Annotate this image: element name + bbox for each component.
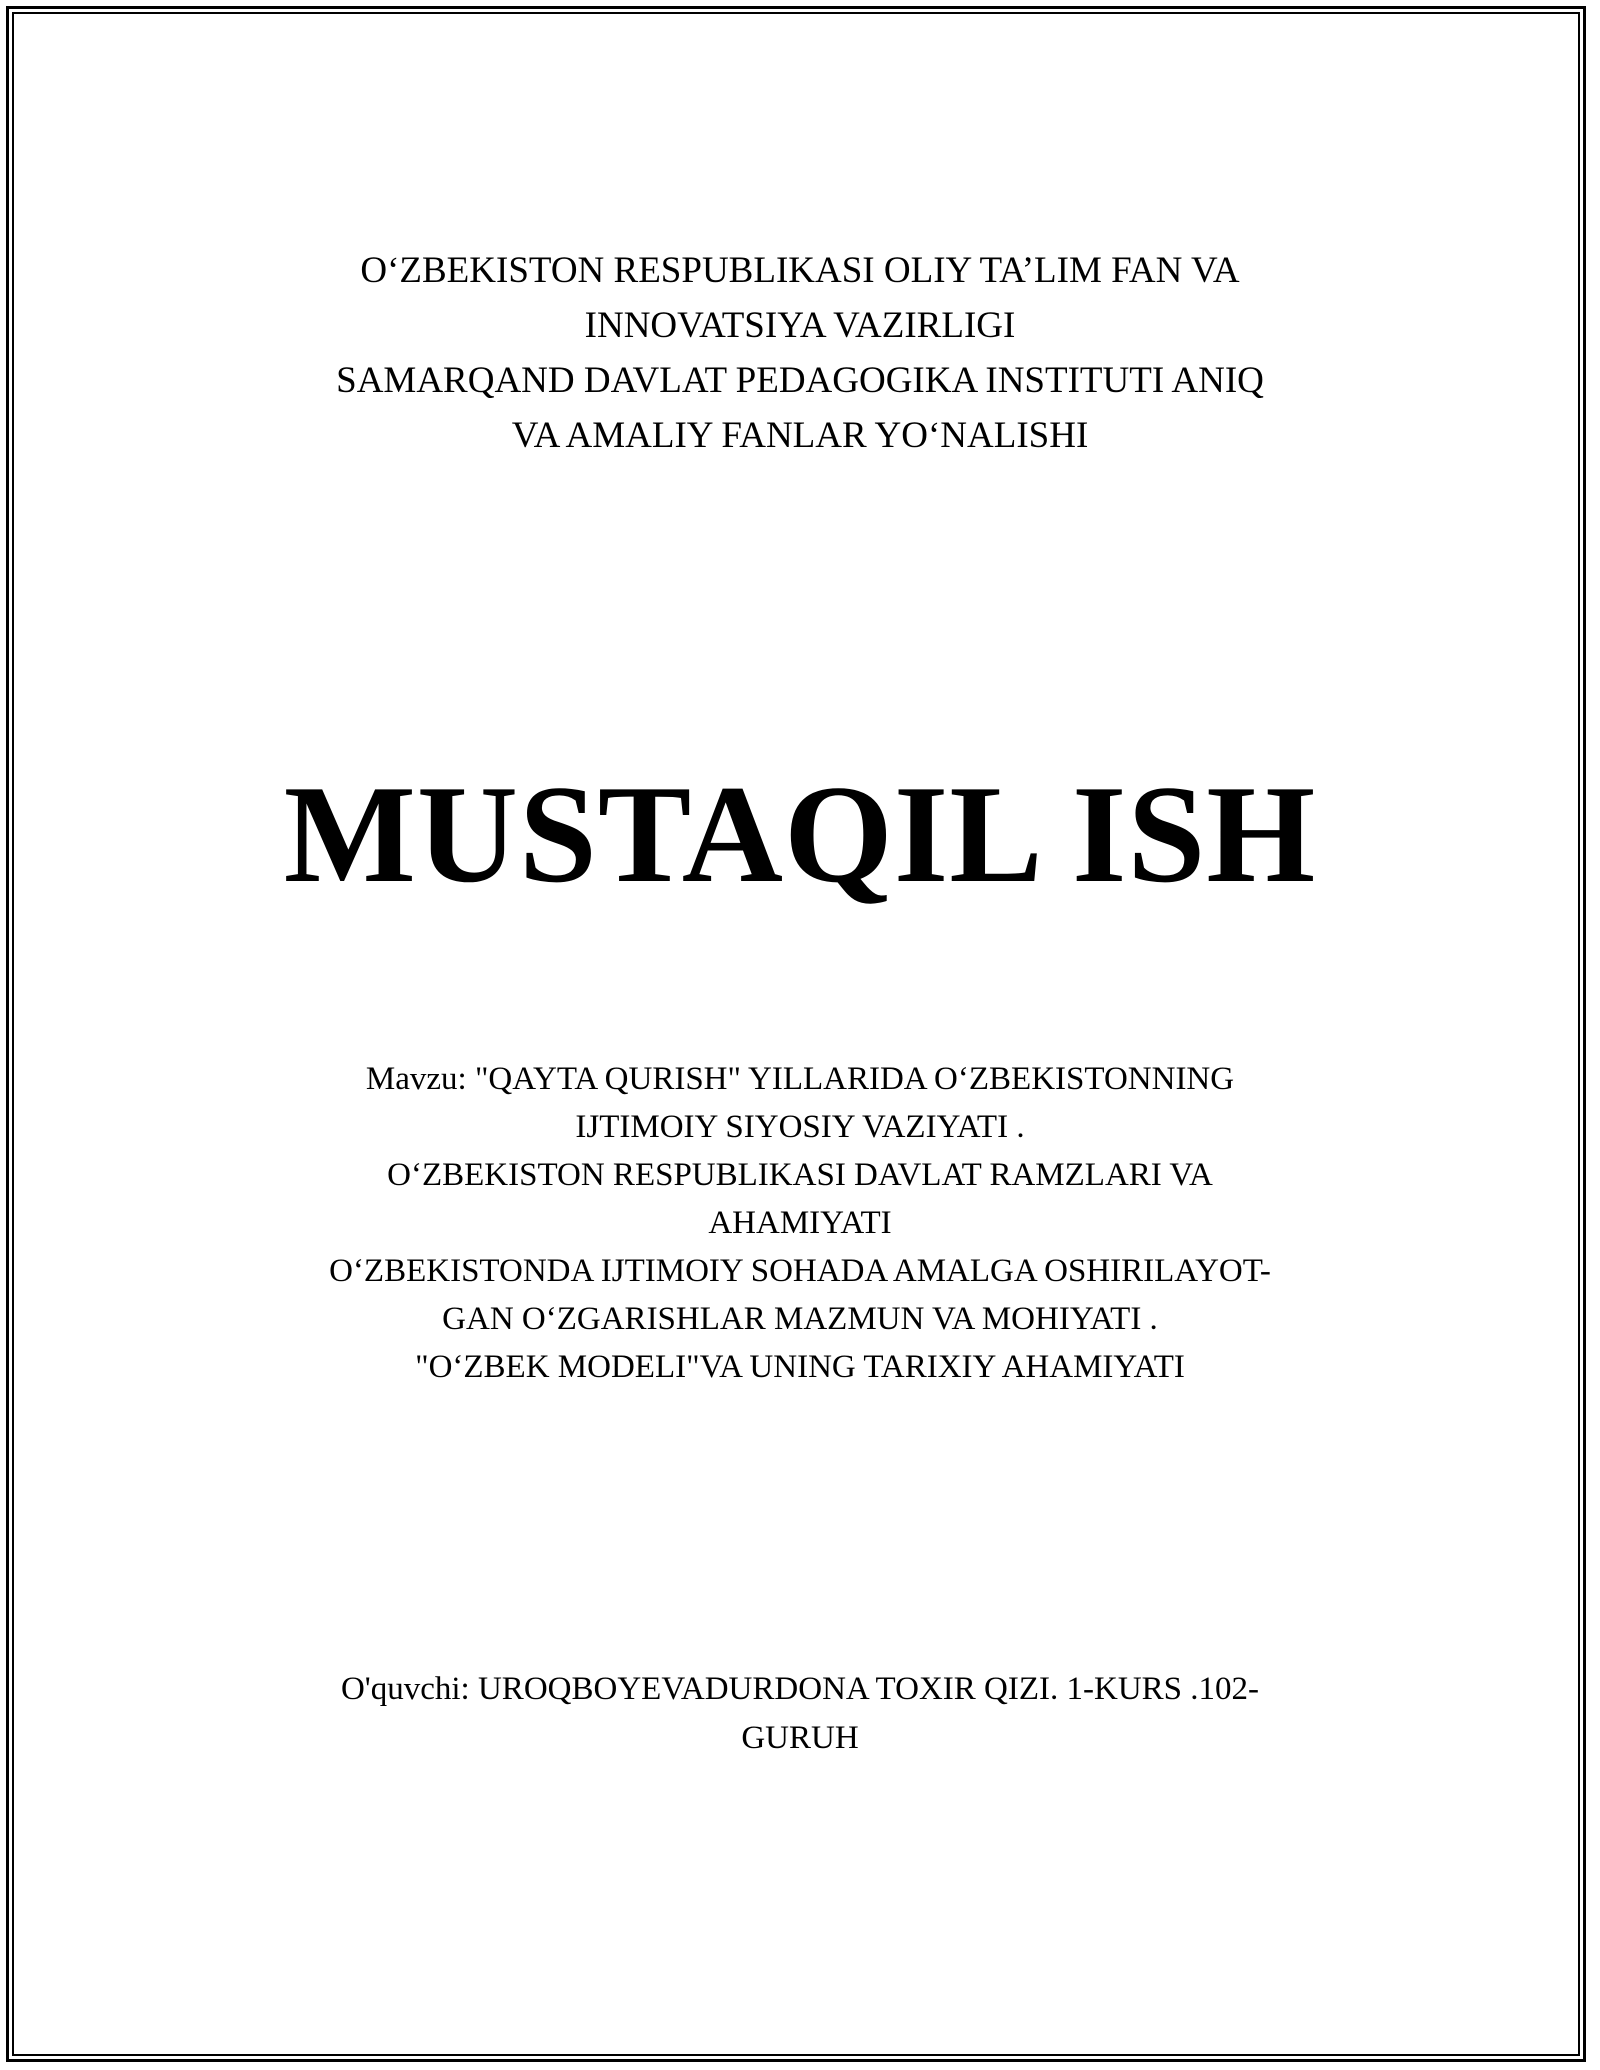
topic-line: "O‘ZBEK MODELI"VA UNING TARIXIY AHAMIYATI — [415, 1349, 1185, 1385]
topic-line: GAN O‘ZGARISHLAR MAZMUN VA MOHIYATI . — [442, 1301, 1158, 1337]
topic-section — [200, 1055, 1400, 1391]
header-line: O‘ZBEKISTON RESPUBLIKASI OLIY TA’LIM FAN VA — [360, 250, 1240, 291]
topic-line: AHAMIYATI — [708, 1205, 892, 1241]
topic-line: O‘ZBEKISTONDA IJTIMOIY SOHADA AMALGA OSHIRILAYOT- — [329, 1253, 1271, 1289]
topic-line: IJTIMOIY SIYOSIY VAZIYATI . — [575, 1109, 1025, 1145]
document-title: MUSTAQIL ISH — [283, 757, 1317, 912]
header-line: INNOVATSIYA VAZIRLIGI — [584, 305, 1016, 346]
topic-line: O‘ZBEKISTON RESPUBLIKASI DAVLAT RAMZLARI VA — [387, 1157, 1213, 1193]
student-info — [200, 1665, 1400, 1763]
student-line: GURUH — [741, 1720, 859, 1756]
header-line: SAMARQAND DAVLAT PEDAGOGIKA INSTITUTI ANIQ — [336, 360, 1264, 401]
header-line: VA AMALIY FANLAR YO‘NALISHI — [511, 415, 1089, 456]
student-line: O'quvchi: UROQBOYEVADURDONA TOXIR QIZI. 1-KURS .102- — [340, 1671, 1260, 1707]
topic-line: Mavzu: "QAYTA QURISH" YILLARIDA O‘ZBEKISTONNING — [365, 1061, 1235, 1097]
institution-header — [200, 243, 1400, 463]
